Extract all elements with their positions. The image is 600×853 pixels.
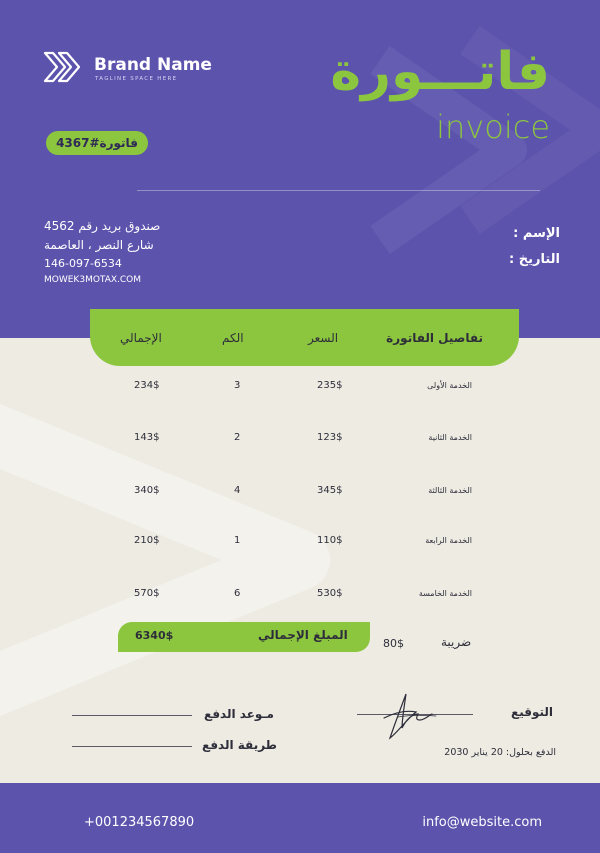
row2-service: الخدمة الثانية — [428, 433, 472, 442]
payment-due-line — [72, 715, 192, 716]
row5-total: 570$ — [134, 588, 160, 599]
row4-service: الخدمة الرابعة — [425, 536, 472, 545]
grand-total-amount: 6340$ — [135, 629, 174, 642]
row1-price: 235$ — [317, 380, 343, 391]
signature-label: التوقيع — [511, 705, 553, 719]
row3-price: 345$ — [317, 485, 343, 496]
header-total: الإجمالي — [120, 331, 162, 345]
brand-logo-chevron-icon — [42, 50, 84, 84]
row1-qty: 3 — [234, 380, 241, 391]
footer-phone: +001234567890 — [84, 815, 195, 830]
payment-due-label: مـوعد الدفع — [204, 707, 274, 721]
row4-qty: 1 — [234, 535, 241, 546]
header-details: تفاصيل الفاتورة — [386, 331, 483, 345]
client-name-label: الإسم : — [513, 226, 560, 241]
header-qty: الكم — [222, 331, 244, 345]
sender-address-line1: صندوق بريد رقم 4562 — [44, 219, 161, 233]
header-price: السعر — [308, 331, 339, 345]
tax-label: ضريبة — [441, 635, 472, 649]
row2-qty: 2 — [234, 432, 241, 443]
row3-qty: 4 — [234, 485, 241, 496]
handwritten-signature — [376, 690, 448, 742]
header-divider — [137, 190, 540, 191]
sender-phone: 146-097-6534 — [44, 257, 122, 270]
payment-method-line — [72, 746, 192, 747]
row3-service: الخدمة الثالثة — [428, 486, 472, 495]
row1-service: الخدمة الأولى — [427, 381, 472, 390]
row4-total: 210$ — [134, 535, 160, 546]
row4-price: 110$ — [317, 535, 343, 546]
brand-name: Brand Name — [94, 55, 212, 75]
row5-price: 530$ — [317, 588, 343, 599]
sender-email: MOWEK3MOTAX.COM — [44, 275, 142, 285]
invoice-title-english: invoice — [436, 108, 550, 146]
invoice-number-badge: فاتورة#4367 — [46, 131, 148, 155]
row3-total: 340$ — [134, 485, 160, 496]
row5-qty: 6 — [234, 588, 241, 599]
payment-due-note: الدفع بحلول: 20 يناير 2030 — [444, 747, 556, 758]
payment-method-label: طريقة الدفع — [202, 738, 277, 752]
row2-price: 123$ — [317, 432, 343, 443]
tax-amount: 80$ — [383, 637, 404, 650]
invoice-title-arabic: فاتـــورة — [330, 42, 550, 102]
grand-total-label: المبلغ الإجمالي — [258, 628, 348, 642]
row1-total: 234$ — [134, 380, 160, 391]
brand-tagline: TAGLINE SPACE HERE — [95, 76, 178, 82]
row2-total: 143$ — [134, 432, 160, 443]
row5-service: الخدمة الخامسة — [418, 589, 472, 598]
client-date-label: التاريخ : — [509, 252, 560, 267]
footer-email: info@website.com — [422, 815, 542, 830]
sender-address-line2: شارع النصر ، العاصمة — [44, 238, 154, 252]
